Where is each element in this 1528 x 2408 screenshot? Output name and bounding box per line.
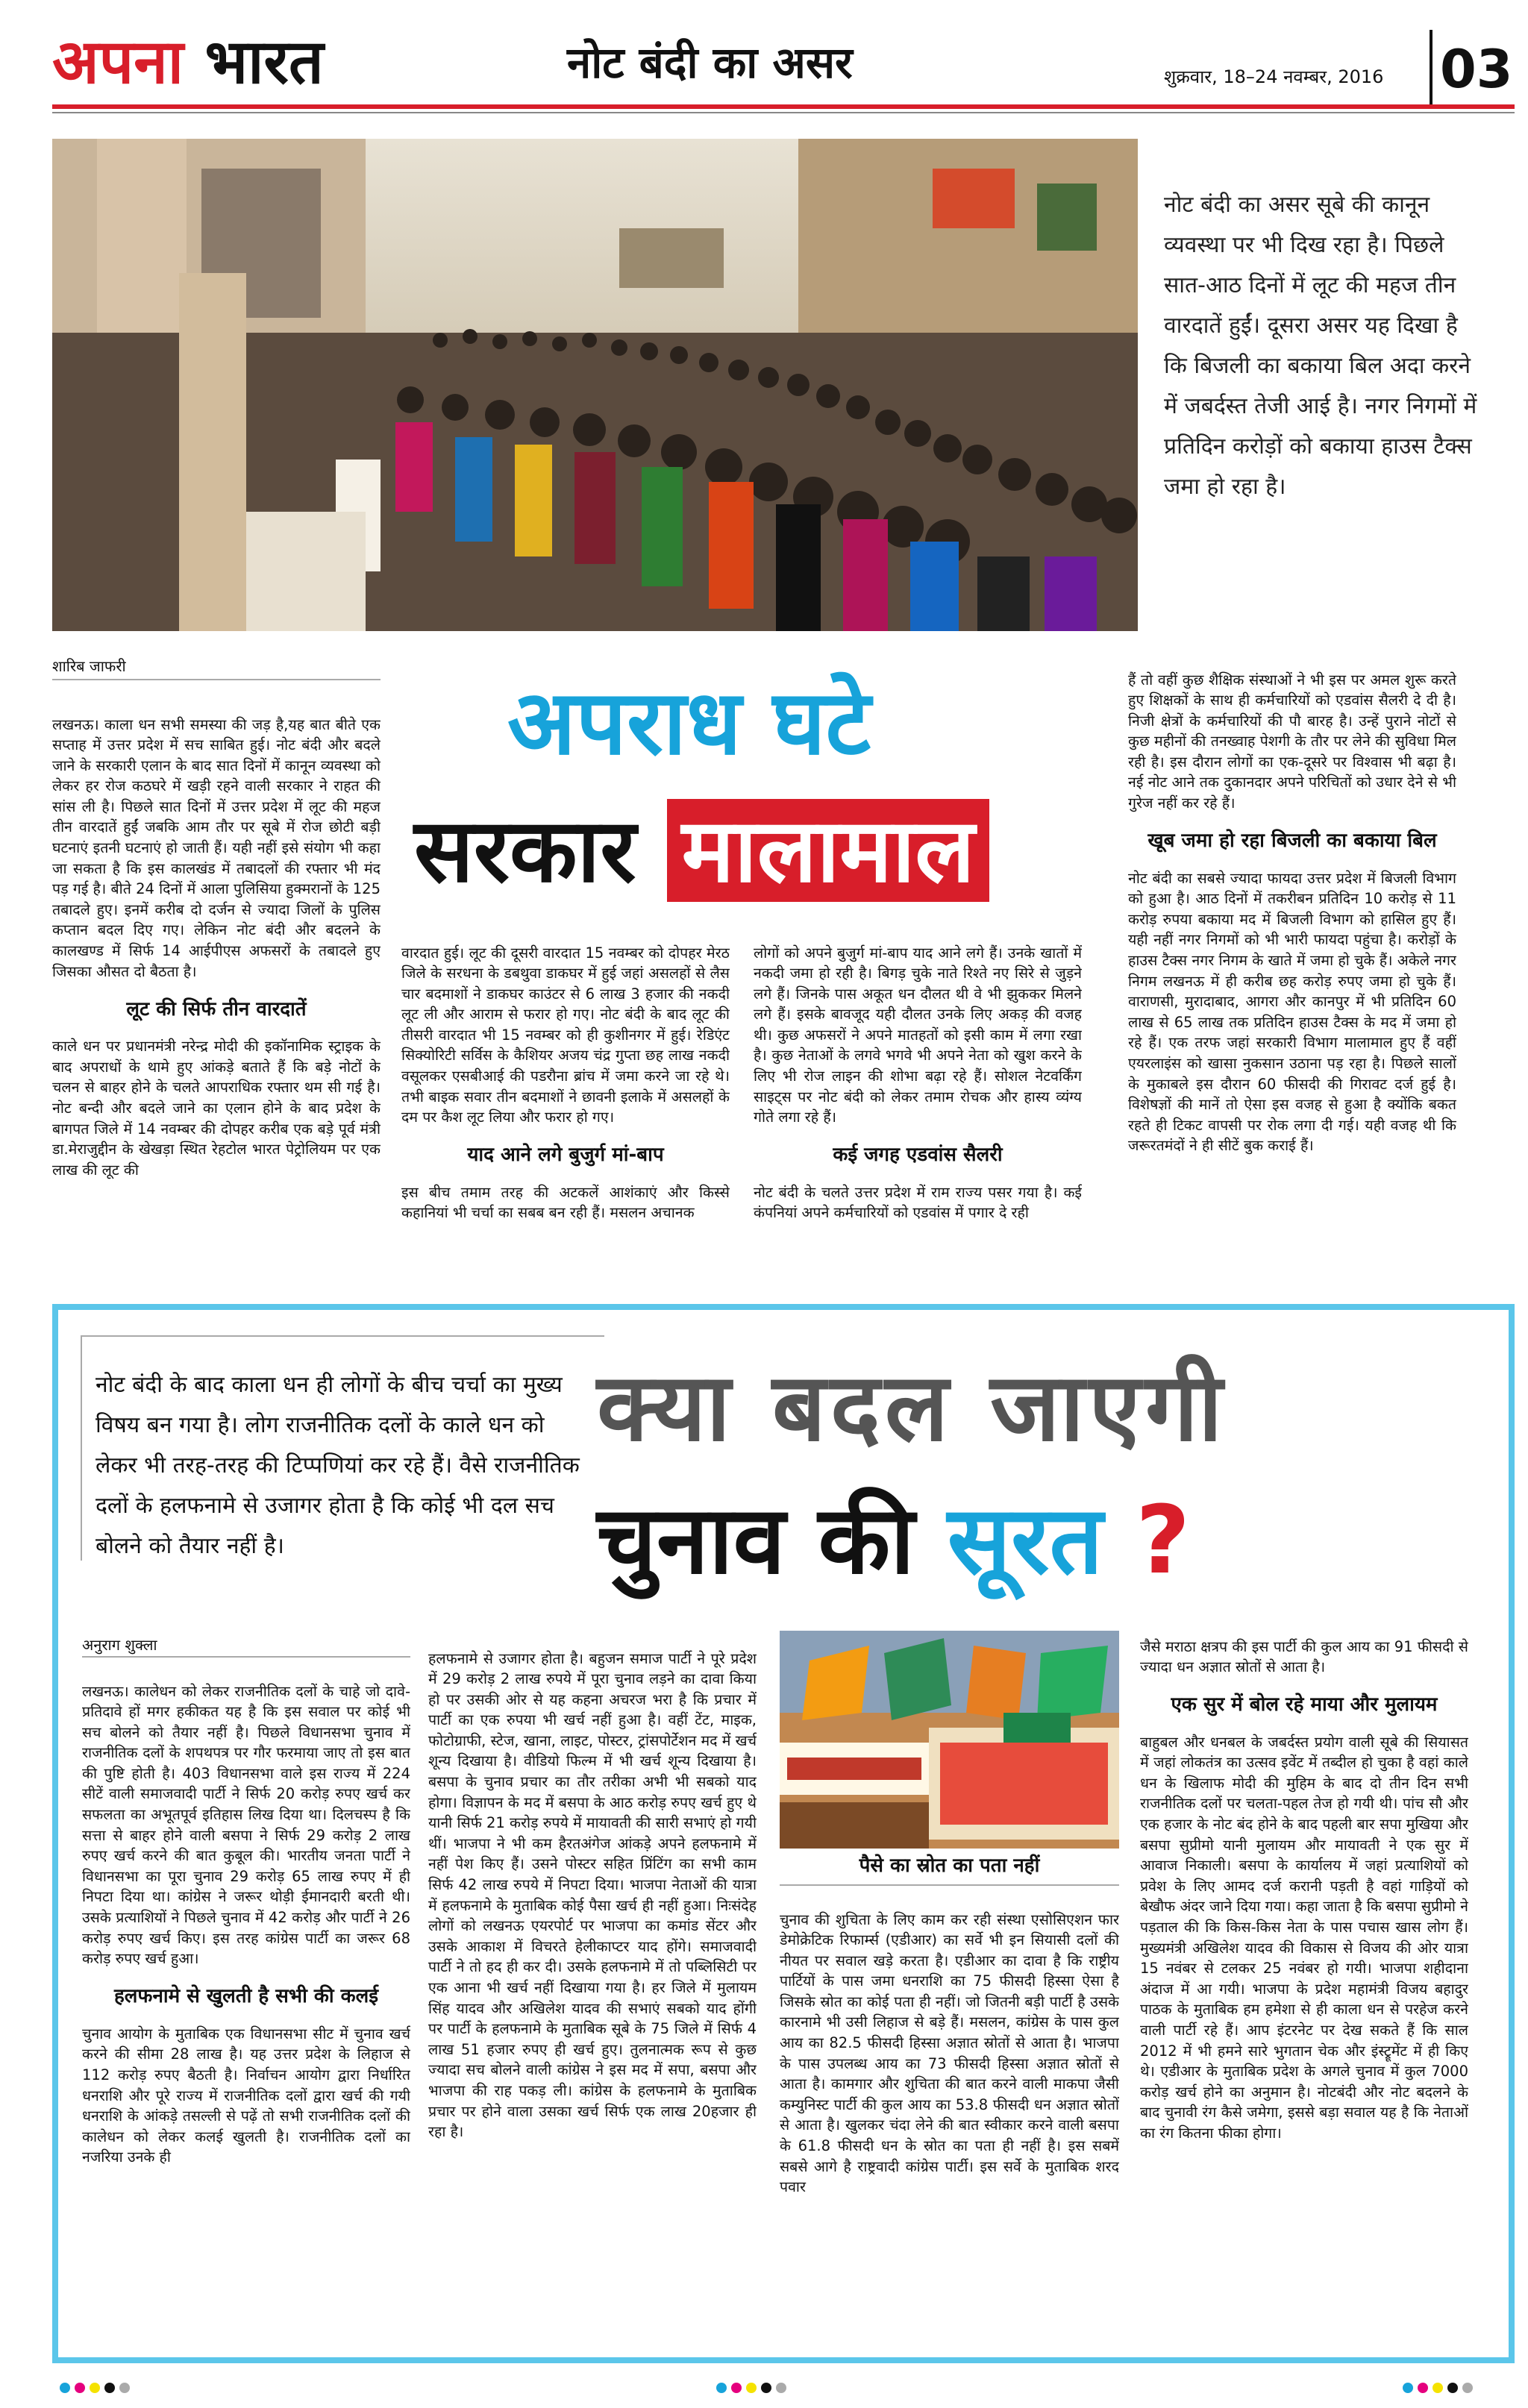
story2-column-1 — [82, 1667, 410, 2353]
story1-col3-text-a: लोगों को अपने बुजुर्ग मां-बाप याद आने लगे हैं। उनके खातों में नकदी जमा हो रही है। बिगड़ चुके नाते रिश्ते नए सिरे से जुड़ने लगे हैं। जिनके पास अकूत धन दौलत थी वे भी झुककर मिलने लगे हैं। इसके बावजूद यही दौलत उनके लिए अकड़ की वजह थी। कुछ अफसरों ने अपने मातहतों को इसी काम में लगा रखा है। कुछ नेताओं के लगवे भगवे भी अपने नेता को खुश करने के लिए भी रोज लाइन की शोभा बढ़ा रहे हैं। सोशल नेटवर्किंग साइट्स पर नोट बंदी को लेकर तमाम रोचक और हास्य व्यंग्य गोते लगा रहे हैं। — [754, 944, 1082, 1126]
story1-col3-text-b: नोट बंदी के चलते उत्तर प्रदेश में राम राज्य पसर गया है। कई कंपनियां अपने कर्मचारियों को एडवांस में पगार दे रही — [754, 1183, 1082, 1222]
story2-column-2 — [428, 1634, 757, 2353]
masthead-rule — [52, 104, 1515, 109]
grey-dot — [1462, 2383, 1473, 2393]
story2-column-4 — [1140, 1622, 1468, 2353]
crowd-queue-photo — [52, 139, 1138, 631]
headline-2-part-b: मालामाल — [667, 799, 990, 902]
party-banners-photo — [780, 1631, 1119, 1849]
logo-word-1: अपना — [52, 27, 184, 98]
story1-lede: नोट बंदी का असर सूबे की कानून व्यवस्था पर भी दिख रहा है। पिछले सात-आठ दिनों में लूट की महज तीन वारदातें हुईं। दूसरा असर यह दिखा है कि बिजली का बकाया बिल अदा करने में जबर्दस्त तेजी आई है। नगर निगमों में प्रतिदिन करोड़ों को बकाया हाउस टैक्स जमा हो रहा है। — [1164, 192, 1477, 500]
story1-col4-text-a: हैं तो वहीं कुछ शैक्षिक संस्थाओं ने भी इस पर अमल शुरू करते हुए शिक्षकों के साथ ही कर्मचारियों को एडवांस सैलरी दे दी है। निजी क्षेत्रों के कर्मचारियों की पौ बारह है। उन्हें पुराने नोटों से कुछ महीनों की तनख्वाह पेशगी के तौर पर लेने की सुविधा मिल रही है। इस दौरान लोगों का एक-दूसरे पर विश्वास भी बढ़ा है। नई नोट आने तक दुकानदार अपने परिचितों को उधार देने से भी गुरेज नहीं कर रहे हैं। — [1128, 671, 1456, 812]
story1-column-1 — [52, 700, 381, 1282]
byline-rule — [52, 679, 381, 680]
byline-rule — [82, 1656, 410, 1658]
story1-col4-text-b: नोट बंदी का सबसे ज्यादा फायदा उत्तर प्रदेश में बिजली विभाग को हुआ है। आठ दिनों में तकरीबन प्रतिदिन 10 करोड़ से 11 करोड़ रुपया बकाया मद में बिजली विभाग को हासिल हुए हैं। यही नहीं नगर निगमों को भी भारी फायदा पहुंचा है। करोड़ों के हाउस टैक्स नगर निगम के खाते में जमा हो चुके हैं। अकेले नगर निगम लखनऊ में ही करीब छह करोड़ रुपए जमा हो चुके हैं। वाराणसी, मुरादाबाद, आगरा और कानपुर में भी प्रतिदिन 60 लाख से 65 लाख तक प्रतिदिन हाउस टैक्स के मद में जमा हो रहे हैं। एक तरफ जहां सरकारी विभाग मालामाल हुए हैं वहीं एयरलाइंस को खासा नुकसान उठाना पड़ रहा है। पिछले सालों के मुकाबले इस दौरान 60 फीसदी की गिरावट दर्ज हुई है। विशेषज्ञों की मानें तो ऐसा इस वजह से हुआ है क्योंकि बकत रहते ही टिकट वापसी पर रोक लगा दी गई। यही वजह थी कि जरूरतमंदों ने ही सीटें बुक कराई हैं। — [1128, 869, 1456, 1155]
magenta-dot — [731, 2383, 742, 2393]
story2-byline: अनुराग शुक्ला — [82, 1636, 157, 1654]
magenta-dot — [75, 2383, 85, 2393]
story2-col1-text-b: चुनाव आयोग के मुताबिक एक विधानसभा सीट में चुनाव खर्च करने की सीमा 28 लाख है। यह उत्तर प्रदेश के लिहाज से 112 करोड़ रुपए बैठती है। निर्वाचन आयोग द्वारा निर्धारित धनराशि और पूरे राज्य में राजनीतिक दलों द्वारा खर्च की गयी धनराशि के आंकड़े तसल्ली से पढ़ें तो सभी राजनीतिक दलों की कालेधन को लेकर कलई खुलती है। राजनीतिक दलों का नजरिया उनके ही — [82, 2025, 410, 2166]
story2-lede: नोट बंदी के बाद काला धन ही लोगों के बीच चर्चा का मुख्य विषय बन गया है। लोग राजनीतिक दलों के काले धन को लेकर भी तरह-तरह की टिप्पणियां कर रहे हैं। वैसे राजनीतिक दलों के हलफनामे से उजागर होता है कि कोई भी दल सच बोलने को तैयार नहीं है। — [96, 1372, 580, 1559]
masthead-rule-thin — [52, 112, 1515, 113]
story1-column-4 — [1128, 655, 1456, 1282]
masthead-logo — [52, 25, 324, 100]
logo-word-2: भारत — [204, 27, 324, 98]
yellow-dot — [746, 2383, 757, 2393]
black-dot — [1447, 2383, 1458, 2393]
question-mark: ? — [1136, 1485, 1191, 1595]
story1-column-2 — [401, 928, 730, 1282]
grey-dot — [776, 2383, 786, 2393]
section-title: नोट बंदी का असर — [567, 37, 853, 88]
story2-col3-text: चुनाव की शुचिता के लिए काम कर रही संस्था एसोसिएशन फार डेमोक्रेटिक रिफार्म्स (एडीआर) का सर्वे भी इन सियासी दलों की नीयत पर सवाल खड़े करता है। एडीआर का दावा है कि राष्ट्रीय पार्टियों के पास जमा धनराशि का 75 फीसदी हिस्सा ऐसा है जिसके स्रोत का कोई पता ही नहीं। जो जितनी बड़ी पार्टी है उसके कारनामे भी उसी लिहाज से बड़े हैं। मसलन, कांग्रेस के पास कुल आय का 82.5 फीसदी हिस्सा अज्ञात स्रोतों से आता है। भाजपा के पास उपलब्ध आय का 73 फीसदी हिस्सा अज्ञात स्रोतों से आता है। कामगार और शुचिता की बात करने वाली माकपा जैसी कम्युनिस्ट पार्टी की कुल आय का 53.8 फीसदी धन अज्ञात स्रोतों से आता है। खुलकर चंदा लेने की बात स्वीकार करने वाली बसपा के 61.8 फीसदी धन के स्रोत का पता ही नहीं है। इस सबमें सबसे आगे है राष्ट्रवादी कांग्रेस पार्टी। इस सर्वे के मुताबिक शरद पवार — [780, 1910, 1119, 2196]
story1-column-3 — [754, 928, 1082, 1282]
story1-col4-subhead: खूब जमा हो रहा बिजली का बकाया बिल — [1147, 830, 1437, 853]
story2-photo-caption: पैसे का स्रोत का पता नहीं — [859, 1854, 1040, 1877]
story1-col1-text-b: काले धन पर प्रधानमंत्री नरेन्द्र मोदी की इकॉनामिक स्ट्राइक के बाद अपराधों के थामे हुए आंकड़े बताते हैं कि बड़े नोटों के चलन से बाहर होने के चलते आपराधिक रफ्तार थम सी गई है। नोट बन्दी और बदले जाने का एलान होने के बाद प्रदेश के बागपत जिले में 14 नवम्बर की दोपहर करीब एक बड़े पूर्व मंत्री डा.मेराजुद्दीन के खेखड़ा स्थित रेहटोल भारत पेट्रोलियम पर एक लाख की लूट की — [52, 1038, 381, 1179]
story1-col2-subhead: याद आने लगे बुजुर्ग मां-बाप — [467, 1144, 664, 1167]
magenta-dot — [1418, 2383, 1428, 2393]
story1-headline-1: अपराध घटे — [507, 671, 871, 775]
caption-rule — [780, 1884, 1119, 1886]
page-number: 03 — [1440, 39, 1513, 100]
story2-col4-text-a: जैसे मराठा क्षत्रप की इस पार्टी की कुल आय का 91 फीसदी से ज्यादा धन अज्ञात स्रोतों से आता है। — [1140, 1637, 1468, 1676]
yellow-dot — [1432, 2383, 1443, 2393]
story1-col2-text-a: वारदात हुई। लूट की दूसरी वारदात 15 नवम्बर को दोपहर मेरठ जिले के सरधना के डबथुवा डाकघर में हुई जहां असलहों से लैस चार बदमाशों ने डाकघर काउंटर से 6 लाख 3 हजार की नकदी लूट ली और आराम से फरार हो गए। नोट बंदी के बाद लूट की तीसरी वारदात भी 15 नवम्बर को ही कुशीनगर में हुई। रेडिएंट सिक्योरिटी सर्विस के कैशियर अजय चंद्र गुप्ता छह लाख नकदी वसूलकर एसबीआई की पडरौना ब्रांच में जमा करने जा रहे थे। तभी बाइक सवार तीन बदमाशों ने छावनी इलाके में असलहों के दम पर कैश लूट लिया और फरार हो गए। — [401, 944, 730, 1126]
story1-col3-subhead: कई जगह एडवांस सैलरी — [833, 1144, 1003, 1167]
story1-col1-text-a: लखनऊ। काला धन सभी समस्या की जड़ है,यह बात बीते एक सप्ताह में उत्तर प्रदेश में सच साबित हुई। नोट बंदी और बदले जाने के सरकारी एलान के बाद सात दिनों में कानून व्यवस्था को लेकर हर रोज कठघरे में खड़ी रहने वाली सरकार ने राहत की सांस ली है। पिछले सात दिनों में उत्तर प्रदेश में लूट की महज तीन वारदातें हुईं जबकि आम तौर पर सूबे में रोज छोटी बड़ी घटनाएं इतनी घटनाएं हो जाती हैं। यही नहीं इसे संयोग भी कहा जा सकता है कि इस कालखंड में तबादलों की रफ्तार भी मंद पड़ गई है। बीते 24 दिनों में आला पुलिसिया हुक्मरानों के 125 तबादले हुए। इनमें करीब दो दर्जन से ज्यादा जिलों के पुलिस कप्तान बदल दिए गए। लेकिन नोट बंदी और बदलने के कालखण्ड में सिर्फ 14 आईपीएस अफसरों के तबादले हुए जिसका औसत दो बैठता है। — [52, 715, 381, 980]
story1-col2-text-b: इस बीच तमाम तरह की अटकलें आशंकाएं और किस्से कहानियां भी चर्चा का सबब बन रही हैं। मसलन अचानक — [401, 1183, 730, 1222]
story1-byline: शारिब जाफरी — [52, 657, 126, 675]
black-dot — [104, 2383, 115, 2393]
story1-col1-subhead: लूट की सिर्फ तीन वारदातें — [126, 997, 307, 1020]
issue-date: शुक्रवार, 18–24 नवम्बर, 2016 — [1164, 66, 1384, 87]
cyan-dot — [60, 2383, 70, 2393]
cyan-dot — [716, 2383, 727, 2393]
story2-col1-subhead: हलफनामे से खुलती है सभी की कलई — [114, 1985, 378, 2008]
story2-headline-1: क्या बदल जाएगी — [597, 1352, 1227, 1462]
story1-headline-2 — [414, 798, 989, 903]
story2-col1-text-a: लखनऊ। कालेधन को लेकर राजनीतिक दलों के चाहे जो दावे-प्रतिदावे हों मगर हकीकत यह है कि इस सवाल पर कोई भी सच बोलने को तैयार नहीं है। पिछले विधानसभा चुनाव में राजनीतिक दलों के शपथपत्र पर गौर फरमाया जाए तो इस बात की पुष्टि होती है। 403 विधानसभा वाले इस राज्य में 224 सीटें वाली समाजवादी पार्टी ने सिर्फ 20 करोड़ रुपए खर्च कर सफलता का अभूतपूर्व इतिहास लिख दिया था। दिलचस्प है कि सत्ता से बाहर होने वाली बसपा ने सिर्फ 29 करोड़ 2 लाख रुपए खर्च करने की बात कुबूल की। भारतीय जनता पार्टी ने विधानसभा का पूरा चुनाव 29 करोड़ 65 लाख रुपए में ही निपटा दिया था। कांग्रेस ने जरूर थोड़ी ईमानदारी बरती थी। उसके प्रत्याशियों ने पिछले चुनाव में 42 करोड़ और पार्टी ने 26 करोड़ रुपए खर्च किए। इस तरह कांग्रेस पार्टी का जरूर 68 करोड़ रुपए खर्च हुआ। — [82, 1682, 410, 1968]
story2-col2-text: हलफनामे से उजागर होता है। बहुजन समाज पार्टी ने पूरे प्रदेश में 29 करोड़ 2 लाख रुपये में पूरा चुनाव लड़ने का दावा किया हो पर उसकी ओर से यह कहना अचरज भरा है कि प्रचार में पार्टी का एक रुपया भी खर्च नहीं हुआ है। वहीं टेंट, माइक, फोटोग्राफी, स्टेज, खाना, लाइट, पोस्टर, ट्रांसपोर्टेशन मद में खर्च शून्य दिखाया है। वीडियो फिल्म में भी खर्च शून्य दिखाया है। बसपा के चुनाव प्रचार का तौर तरीका अभी भी सबको याद होगा। विज्ञापन के मद में बसपा के आठ करोड़ रुपए खर्च हुए थे यानी सिर्फ 21 करोड़ रुपये में मायावती की सारी सभाएं हो गयी थीं। भाजपा ने भी कम हैरतअंगेज आंकड़े अपने हलफनामे में नहीं पेश किए हैं। उसने पोस्टर सहित प्रिंटिंग का सभी काम सिर्फ 42 लाख रुपये में निपटा दिया। भाजपा नेताओं की यात्रा में हलफनामे के मुताबिक कोई पैसा खर्च ही नहीं हुआ। निःसंदेह लोगों को लखनऊ एयरपोर्ट पर भाजपा का कमांड सेंटर और उसके आकाश में विचरते हेलीकाप्टर याद होंगे। समाजवादी पार्टी ने तो हद ही कर दी। उसके हलफनामे में तो पब्लिसिटी पर एक आना भी खर्च नहीं दिखाया गया है। हर जिले में मुलायम सिंह यादव और अखिलेश यादव की सभाएं सबको याद होंगी पर पार्टी के हलफनामे के मुताबिक सूबे के 75 जिले में सिर्फ 4 लाख 51 हजार रुपए ही खर्च हुए। तुलनात्मक रूप से कुछ ज्यादा सच बोलने वाली कांग्रेस ने इस मद में सपा, बसपा और भाजपा की राह पकड़ ली। कांग्रेस के हलफनामे के मुताबिक प्रचार पर होने वाला उसका खर्च सिर्फ एक लाख 20हजार ही रहा है। — [428, 1649, 757, 2141]
story2-column-3 — [780, 1895, 1119, 2353]
story2-col4-text-b: बाहुबल और धनबल के जबर्दस्त प्रयोग वाली सूबे की सियासत में जहां लोकतंत्र का उत्सव इवेंट में तब्दील हो चुका है वहां काले धन के खिलाफ मोदी की मुहिम के बाद दो तीन दिन सभी राजनीतिक दलों पर चलता-पहल तेज हो गयी थी। पांच सौ और एक हजार के नोट बंद होने के बाद पहली बार सपा मुखिया और बसपा सुप्रीमो यानी मुलायम और मायावती ने एक सुर में आवाज निकाली। बसपा के कार्यालय में जहां प्रत्याशियों को प्रवेश के लिए आमद दर्ज करानी पड़ती है वहां गाड़ियों को बेखौफ अंदर जाने दिया गया। कहा जाता है कि बसपा सुप्रीमो ने पड़ताल की कि किस-किस नेता के पास पचास खास लोग हैं। मुख्यमंत्री अखिलेश यादव की विकास से विजय की ओर यात्रा 15 नवंबर से टलकर 25 नवंबर हो गयी। भाजपा शहीदाना अंदाज में आ गयी। भाजपा के प्रदेश महामंत्री विजय बहादुर पाठक के मुताबिक हम हमेशा से ही काला धन से परहेज करने वाली पार्टी रहे हैं। आप इंटरनेट पर देख सकते हैं कि साल 2012 में भी हमने सारे भुगतान चेक और इंस्ट्रूमेंट में ही किए थे। एडीआर के मुताबिक प्रदेश के अगले चुनाव में कुल 7000 करोड़ खर्च होने का अनुमान है। नोटबंदी और नोट बदलने के बाद चुनावी रंग कैसे जमेगा, इससे बड़ा सवाल यह है कि नेताओं का रंग कितना फीका होगा। — [1140, 1733, 1468, 2142]
masthead-divider — [1430, 30, 1432, 104]
black-dot — [761, 2383, 771, 2393]
headline-2-part-a: सरकार — [414, 799, 667, 902]
headline-2-part-b: सूरत — [947, 1485, 1103, 1595]
story2-col4-subhead: एक सुर में बोल रहे माया और मुलायम — [1171, 1693, 1438, 1716]
cyan-dot — [1403, 2383, 1413, 2393]
headline-2-part-a: चुनाव की — [597, 1485, 948, 1595]
print-registration-marks — [0, 2377, 1528, 2399]
yellow-dot — [90, 2383, 100, 2393]
grey-dot — [119, 2383, 130, 2393]
story2-headline-2 — [597, 1484, 1190, 1596]
